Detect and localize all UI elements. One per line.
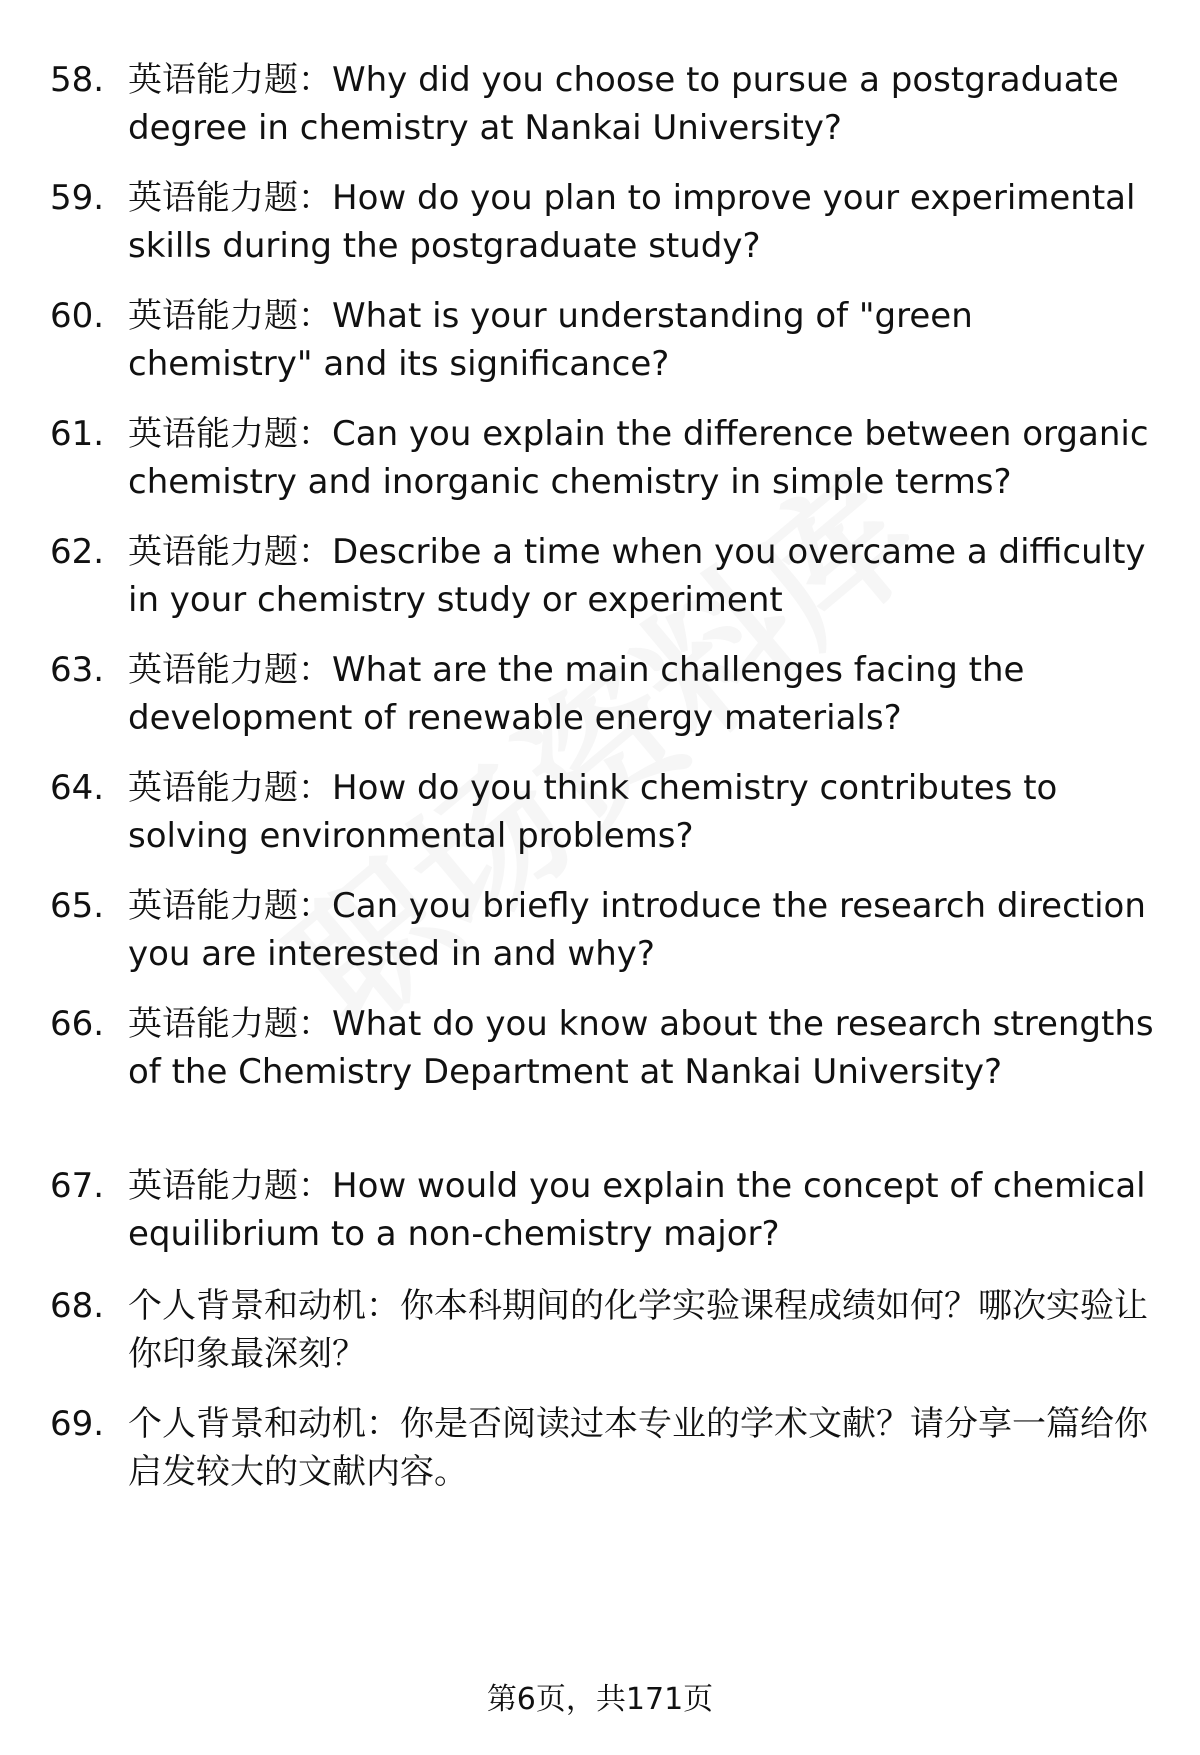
question-item <box>50 1162 1160 1258</box>
question-number: 65. <box>50 886 105 926</box>
question-item <box>50 528 1160 624</box>
question-number: 61. <box>50 414 105 454</box>
question-body <box>128 1400 1160 1496</box>
question-body <box>128 1162 1160 1258</box>
question-item <box>50 882 1160 978</box>
question-item <box>50 1000 1160 1096</box>
question-number: 66. <box>50 1004 105 1044</box>
question-number: 62. <box>50 532 105 572</box>
question-category: 英语能力题： <box>128 1004 332 1044</box>
question-category: 英语能力题： <box>128 60 332 100</box>
question-body <box>128 410 1160 506</box>
question-body <box>128 528 1160 624</box>
question-body <box>128 646 1160 742</box>
question-number: 67. <box>50 1166 105 1206</box>
page-number-footer: 第6页，共171页 <box>486 1682 714 1717</box>
question-body <box>128 1000 1160 1096</box>
question-text: Describe a time when you overcame a difficulty in your chemistry study or experiment <box>128 532 1146 620</box>
question-number: 59. <box>50 178 105 218</box>
question-body <box>128 292 1160 388</box>
question-number: 69. <box>50 1404 105 1444</box>
question-item <box>50 410 1160 506</box>
question-body <box>128 764 1160 860</box>
question-text: Why did you choose to pursue a postgraduate degree in chemistry at Nankai University? <box>128 60 1119 148</box>
question-item <box>50 1400 1160 1496</box>
question-category: 个人背景和动机： <box>128 1286 400 1326</box>
question-text: How do you plan to improve your experimental skills during the postgraduate study? <box>128 178 1136 266</box>
question-number: 64. <box>50 768 105 808</box>
question-text: What is your understanding of "green chemistry" and its significance? <box>128 296 973 384</box>
question-body <box>128 1282 1160 1378</box>
question-category: 英语能力题： <box>128 414 332 454</box>
question-body <box>128 174 1160 270</box>
question-text: How would you explain the concept of chemical equilibrium to a non-chemistry major? <box>128 1166 1146 1254</box>
question-number: 60. <box>50 296 105 336</box>
question-category: 个人背景和动机： <box>128 1404 400 1444</box>
question-category: 英语能力题： <box>128 296 332 336</box>
question-number: 63. <box>50 650 105 690</box>
question-text: Can you explain the difference between organic chemistry and inorganic chemistry in simple terms? <box>128 414 1149 502</box>
question-text: What do you know about the research strengths of the Chemistry Department at Nankai University? <box>128 1004 1154 1092</box>
question-category: 英语能力题： <box>128 650 332 690</box>
question-item <box>50 646 1160 742</box>
question-number: 58. <box>50 60 105 100</box>
question-item <box>50 56 1160 152</box>
question-body <box>128 882 1160 978</box>
question-text: How do you think chemistry contributes to solving environmental problems? <box>128 768 1058 856</box>
question-category: 英语能力题： <box>128 178 332 218</box>
question-text: 你是否阅读过本专业的学术文献？请分享一篇给你启发较大的文献内容。 <box>128 1404 1148 1492</box>
question-body <box>128 56 1160 152</box>
question-category: 英语能力题： <box>128 886 332 926</box>
question-item <box>50 174 1160 270</box>
question-category: 英语能力题： <box>128 768 332 808</box>
question-text: Can you briefly introduce the research direction you are interested in and why? <box>128 886 1146 974</box>
question-category: 英语能力题： <box>128 1166 332 1206</box>
question-number: 68. <box>50 1286 105 1326</box>
question-item <box>50 764 1160 860</box>
question-item <box>50 1282 1160 1378</box>
question-text: 你本科期间的化学实验课程成绩如何？哪次实验让你印象最深刻？ <box>128 1286 1148 1374</box>
question-item <box>50 292 1160 388</box>
question-text: What are the main challenges facing the development of renewable energy materials? <box>128 650 1025 738</box>
question-category: 英语能力题： <box>128 532 332 572</box>
